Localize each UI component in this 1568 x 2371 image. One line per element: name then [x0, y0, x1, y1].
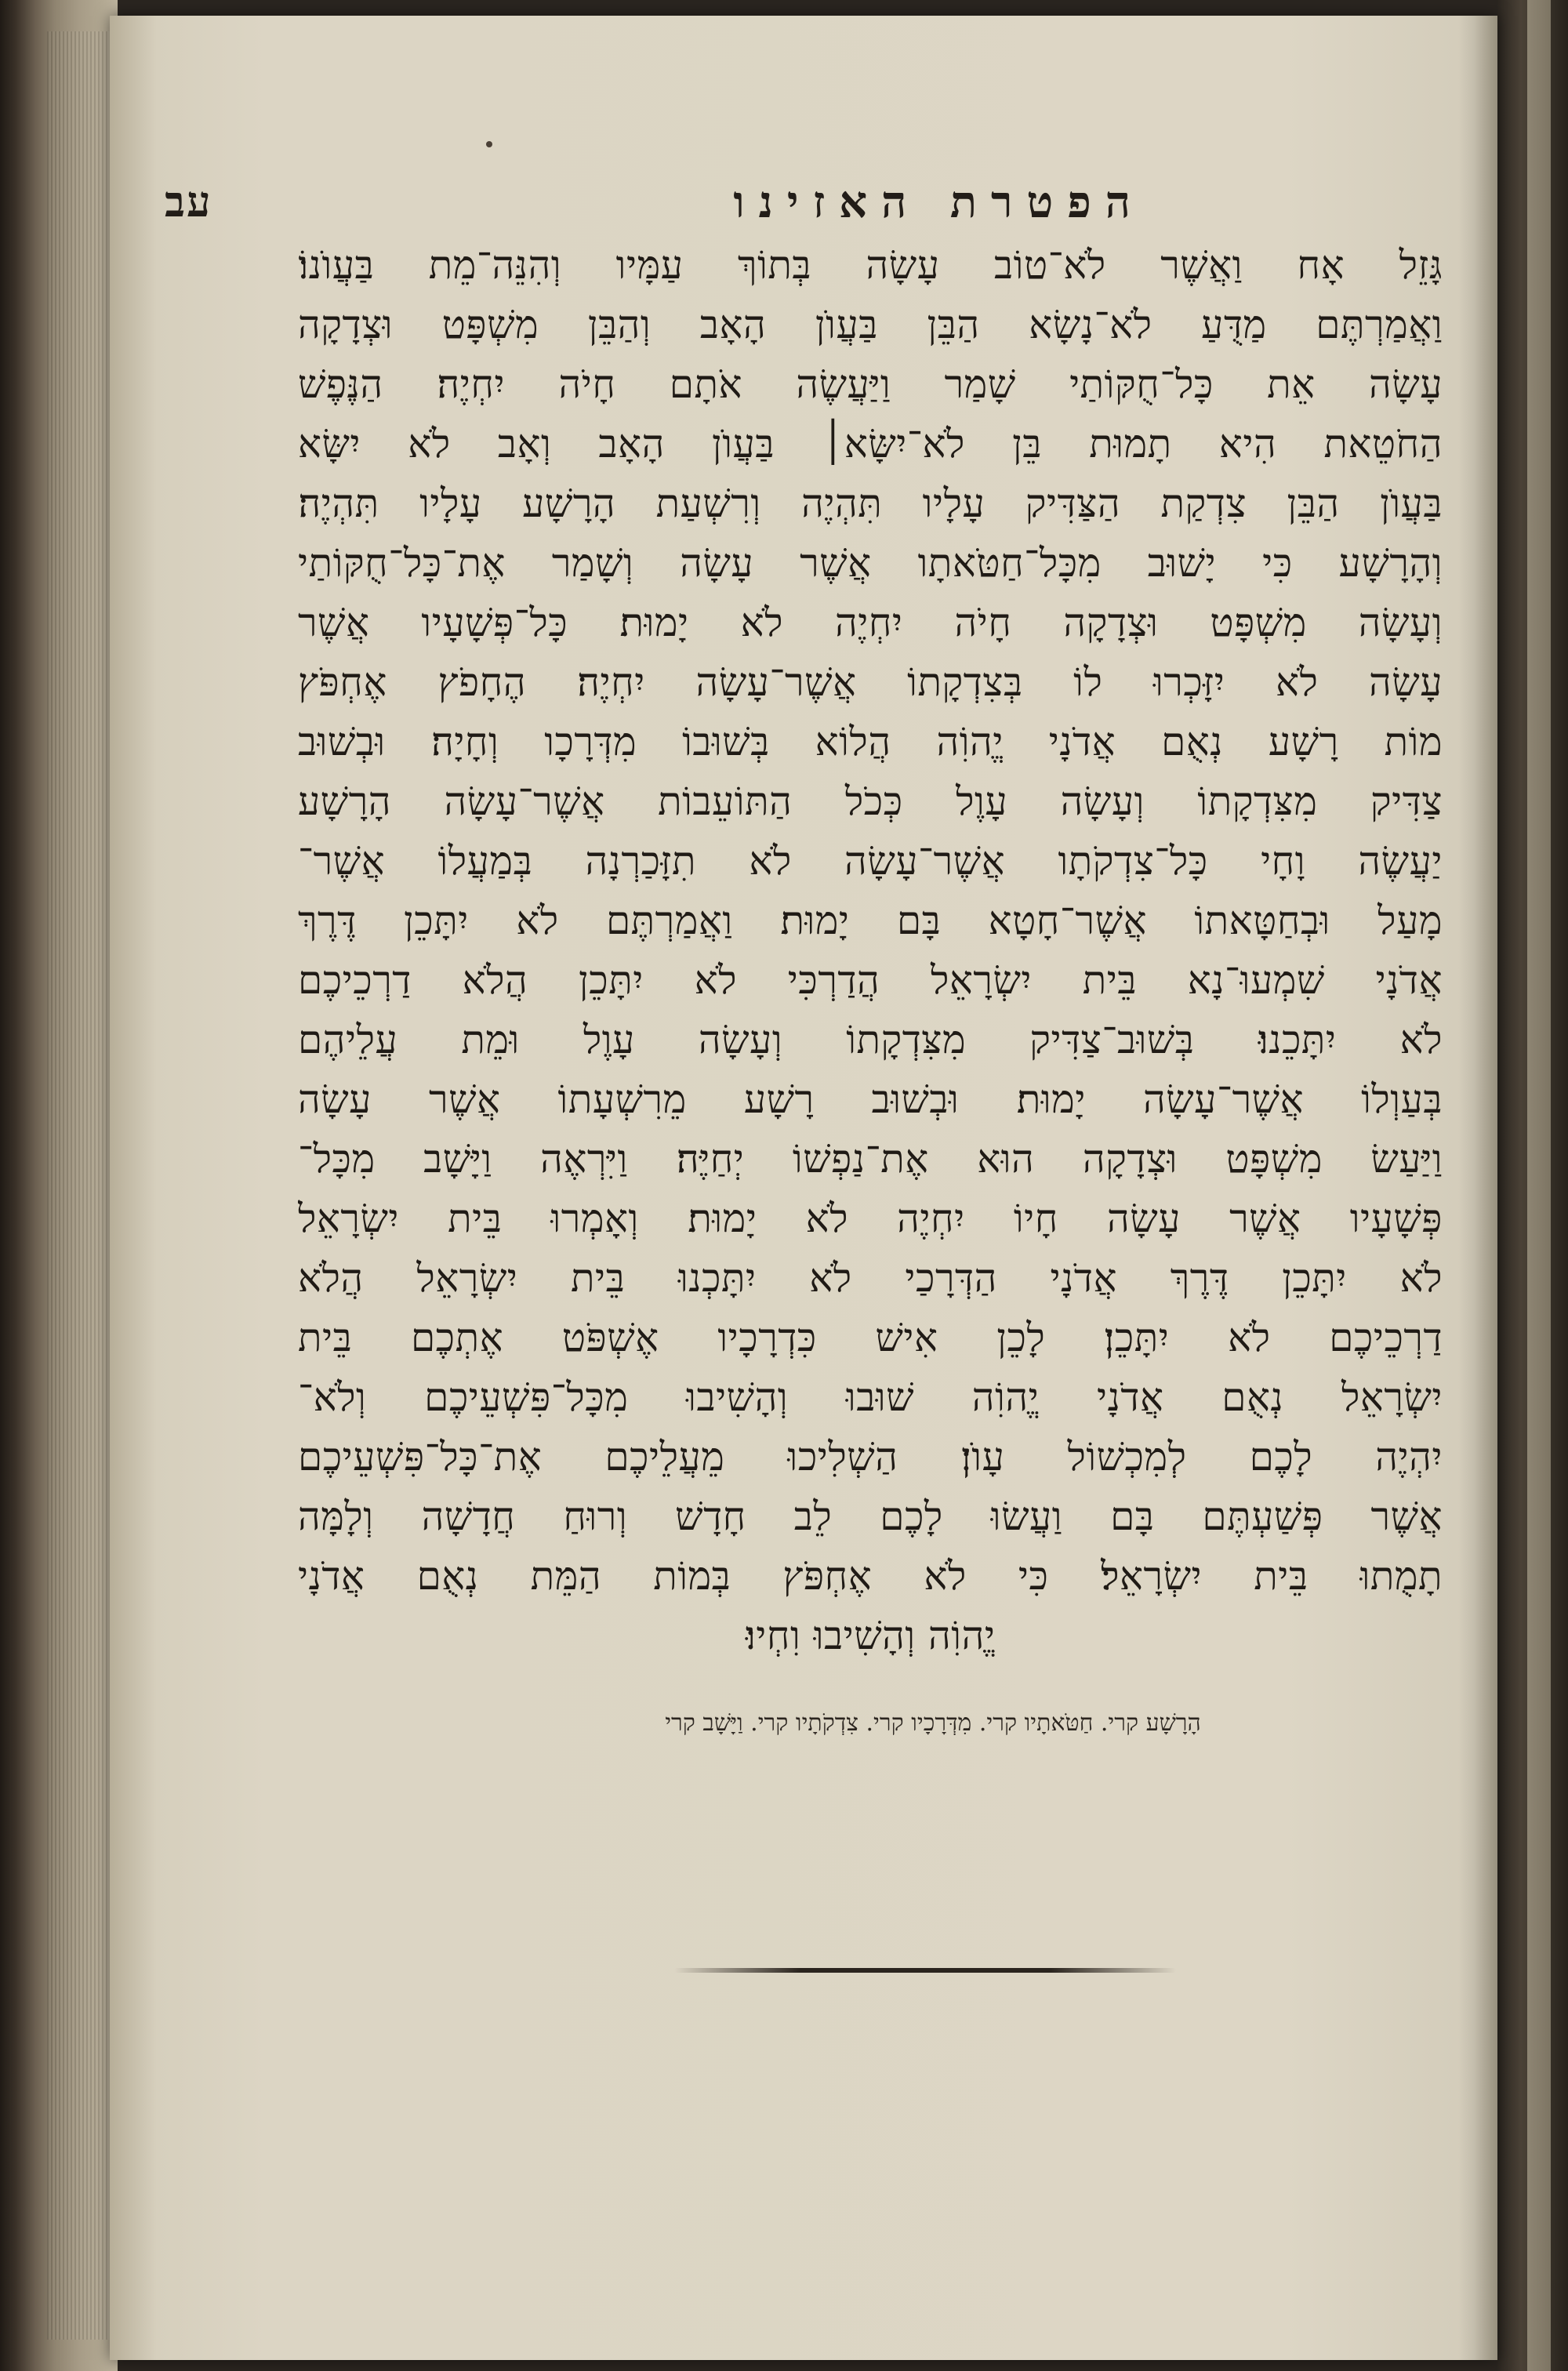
text-line: הַחֹטֵאת הִיא תָמוּת בֵּן לֹא־יִשָּׂא׀ בַּעֲוֺן הָאָב וְאָב לֹא יִשָּׂא	[298, 421, 1443, 467]
text-line: לֹא יִתָּכֵן דֶּרֶךְ אֲדֹנָי הַדְּרָכַי לֹא יִתָּכְנוּ בֵּית יִשְׂרָאֵל הֲלֹא	[298, 1255, 1443, 1301]
page-edge-stripes	[47, 31, 118, 2340]
text-line-final: יֱהוִֹה וְהָשִׁיבוּ וִחְיוּ׃	[745, 1613, 996, 1658]
text-line: מוֹת רָשָׁע נְאֻם אֲדֹנָי יֱהוִֹה הֲלוֹא בְּשׁוּבוֹ מִדְּרָכָו וְחָיָה׃ וּבְשׁוּב	[298, 719, 1443, 764]
text-line: אֲדֹנָי שִׁמְעוּ־נָא בֵּית יִשְׂרָאֵל הֲדַרְכִּי לֹא יִתָּכֵן הֲלֹא דַרְכֵיכֶם	[298, 957, 1443, 1003]
text-line: דַרְכֵיכֶם לֹא יִתָּכֵן׃ לָכֵן אִישׁ כִּדְרָכָיו אֶשְׁפֹּט אֶתְכֶם בֵּית	[298, 1315, 1443, 1360]
text-line: תָמֻתוּ בֵּית יִשְׂרָאֵל׃ כִּי לֹא אֶחְפֹּץ בְּמוֹת הַמֵּת נְאֻם אֲדֹנָי	[298, 1553, 1443, 1599]
text-line: צַדִּיק מִצִּדְקָתוֹ וְעָשָׂה עָוֶל כְּכֹל הַתּוֹעֵבוֹת אֲשֶׁר־עָשָׂה הָרָשָׁע	[298, 779, 1443, 824]
end-rule-divider	[674, 1968, 1176, 1973]
text-line: גָּזֵל אָח וַאֲשֶׁר לֹא־טוֹב עָשָׂה בְּתוֹךְ עַמָּיו וְהִנֵּה־מֵת בַּעֲוֺנוֹ׃	[298, 242, 1443, 288]
text-line: עָשָׂה אֵת כָּל־חֻקּוֹתַי שָׁמַר וַיַּעֲשֶׂה אֹתָם חָיֹה יִחְיֶה׃ הַנֶּפֶשׁ	[298, 361, 1443, 407]
gutter-shadow	[1458, 16, 1497, 2360]
text-line: בְּעַוְלוֹ אֲשֶׁר־עָשָׂה יָמוּת׃ וּבְשׁוּב רָשָׁע מֵרִשְׁעָתוֹ אֲשֶׁר עָשָׂה	[298, 1077, 1443, 1122]
text-line: לֹא יִתָּכֵנוּ׃ בְּשׁוּב־צַדִּיק מִצִּדְקָתוֹ וְעָשָׂה עָוֶל וּמֵת עֲלֵיהֶם	[298, 1017, 1443, 1062]
running-header	[165, 176, 1145, 239]
book-page-edges	[0, 0, 118, 2371]
text-line: יִשְׂרָאֵל נְאֻם אֲדֹנָי יֱהוִֹה שׁוּבוּ וְהָשִׁיבוּ מִכָּל־פִּשְׁעֵיכֶם וְלֹא־	[298, 1374, 1443, 1420]
text-line: וַאֲמַרְתֶּם מַדֻּעַ לֹא־נָשָׂא הַבֵּן בַּעֲוֺן הָאָב וְהַבֵּן מִשְׁפָּט וּצְדָקָה	[298, 302, 1443, 347]
next-page-strip	[1527, 0, 1551, 2371]
book-cover-right	[1497, 0, 1568, 2371]
keri-notes: הָרָשָׁע קרי. חַטֹּאתָיו קרי. מִדְּרָכָיו קרי. צִדְקֹתָיו קרי. וַיָּשָׁב קרי	[665, 1709, 1201, 1737]
text-line: וְעָשָׂה מִשְׁפָּט וּצְדָקָה חָיֹה יִחְיֶה לֹא יָמוּת׃ כָּל־פְּשָׁעָיו אֲשֶׁר	[298, 600, 1443, 645]
text-line: וְהָרָשָׁע כִּי יָשׁוּב מִכָּל־חַטֹּאתָו אֲשֶׁר עָשָׂה וְשָׁמַר אֶת־כָּל־חֻקּוֹתַי	[298, 540, 1443, 586]
text-line: מָעַל וּבְחַטָּאתוֹ אֲשֶׁר־חָטָא בָּם יָמוּת׃ וַאֲמַרְתֶּם לֹא יִתָּכֵן דֶּרֶךְ	[298, 898, 1443, 943]
running-title: הפטרת האזינו	[733, 176, 1145, 228]
text-line: פְּשָׁעָיו אֲשֶׁר עָשָׂה חָיוֹ יִחְיֶה לֹא יָמוּת׃ וְאָמְרוּ בֵּית יִשְׂרָאֵל	[298, 1196, 1443, 1241]
text-line: יַעֲשֶׂה וָחָי כָּל־צִדְקֹתָו אֲשֶׁר־עָשָׂה לֹא תִזָּכַרְנָה בְּמַעֲלוֹ אֲשֶׁר־	[298, 838, 1443, 884]
page-number: עב	[165, 176, 212, 227]
text-line: בַּעֲוֺן הַבֵּן צִדְקַת הַצַּדִּיק עָלָיו תִּהְיֶה וְרִשְׁעַת הָרָשָׁע עָלָיו תִּהְיֶה׃	[298, 481, 1443, 526]
text-line: וַיַּעַשׂ מִשְׁפָּט וּצְדָקָה הוּא אֶת־נַפְשׁוֹ יְחַיֶּה׃ וַיִּרְאֶה וַיָּשָׁב מִכָּל־	[298, 1136, 1443, 1182]
text-line: עָשָׂה לֹא יִזָּכְרוּ לוֹ בְּצִדְקָתוֹ אֲשֶׁר־עָשָׂה יִחְיֶה׃ הֶחָפֹץ אֶחְפֹּץ	[298, 659, 1443, 705]
text-line: יִהְיֶה לָכֶם לְמִכְשׁוֹל עָוֺן׃ הַשְׁלִיכוּ מֵעֲלֵיכֶם אֶת־כָּל־פִּשְׁעֵיכֶם	[298, 1434, 1443, 1480]
ink-speck	[486, 141, 492, 147]
body-text	[298, 235, 1443, 1665]
text-line: אֲשֶׁר פְּשַׁעְתֶּם בָּם וַעֲשׂוּ לָכֶם לֵב חָדָשׁ וְרוּחַ חֲדָשָׁה וְלָמָּה	[298, 1494, 1443, 1539]
